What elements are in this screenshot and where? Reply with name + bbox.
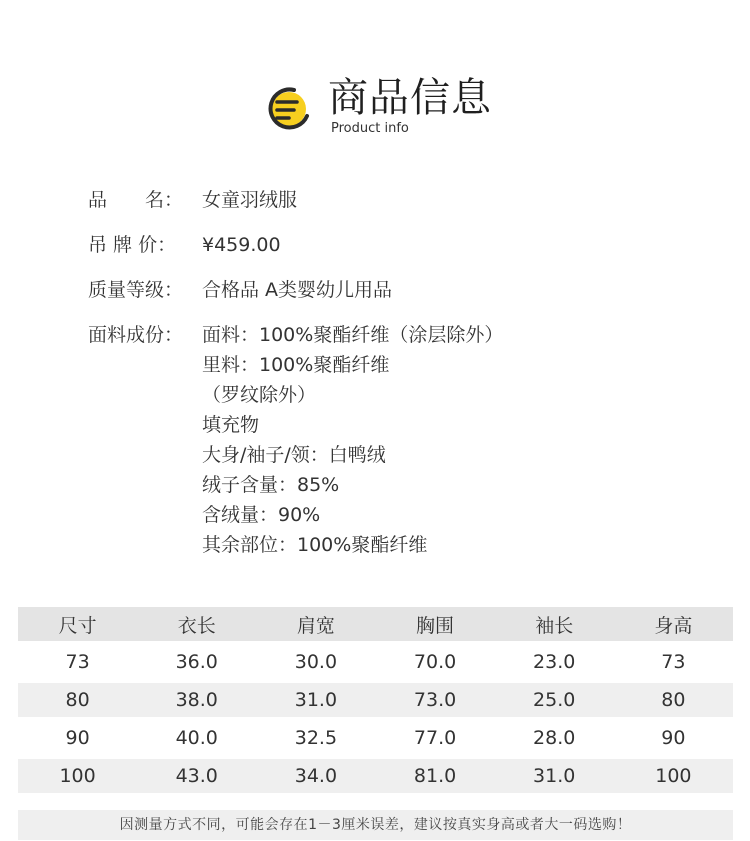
column-header: 身高 bbox=[614, 607, 733, 641]
column-header: 袖长 bbox=[495, 607, 614, 641]
table-cell: 38.0 bbox=[137, 683, 256, 717]
info-value-material bbox=[202, 320, 728, 560]
column-header: 肩宽 bbox=[256, 607, 375, 641]
table-cell: 36.0 bbox=[175, 651, 218, 673]
table-cell: 32.5 bbox=[294, 727, 338, 749]
table-row bbox=[18, 759, 733, 793]
table-cell: 43.0 bbox=[137, 759, 256, 793]
info-row-grade bbox=[88, 275, 728, 305]
info-label-grade: 质量等级： bbox=[88, 279, 184, 301]
info-label-name: 品 名： bbox=[88, 189, 184, 211]
material-line: 面料：100%聚酯纤维（涂层除外） bbox=[202, 324, 504, 346]
table-cell: 90 bbox=[65, 727, 90, 749]
table-cell: 70.0 bbox=[413, 651, 457, 673]
table-cell: 100 bbox=[614, 759, 733, 793]
measurement-note: 因测量方式不同，可能会存在1－3厘米误差，建议按真实身高或者大一码选购！ bbox=[18, 810, 733, 840]
info-row-name bbox=[88, 185, 728, 215]
material-line: 绒子含量：85% bbox=[202, 474, 340, 496]
table-row bbox=[18, 641, 733, 683]
material-line: 其余部位：100%聚酯纤维 bbox=[202, 534, 428, 556]
material-line: 大身/袖子/领：白鸭绒 bbox=[202, 444, 386, 466]
info-row-material bbox=[88, 320, 728, 560]
table-cell: 100 bbox=[18, 759, 137, 793]
column-header: 衣长 bbox=[137, 607, 256, 641]
table-cell: 31.0 bbox=[495, 759, 614, 793]
section-header bbox=[0, 68, 750, 148]
material-line: 填充物 bbox=[202, 414, 260, 436]
material-line: （罗纹除外） bbox=[202, 384, 317, 406]
table-row bbox=[18, 717, 733, 759]
table-cell: 81.0 bbox=[375, 759, 494, 793]
info-row-price bbox=[88, 230, 728, 260]
size-table-header bbox=[18, 607, 733, 641]
table-row bbox=[18, 683, 733, 717]
table-cell: 90 bbox=[661, 727, 686, 749]
section-title: 商品信息 bbox=[328, 75, 492, 121]
info-value-grade: 合格品 A类婴幼儿用品 bbox=[202, 279, 393, 301]
table-cell: 28.0 bbox=[533, 727, 576, 749]
material-line: 里料：100%聚酯纤维 bbox=[202, 354, 390, 376]
table-cell: 30.0 bbox=[294, 651, 338, 673]
size-table bbox=[18, 607, 733, 793]
column-header: 尺寸 bbox=[18, 607, 137, 641]
table-cell: 80 bbox=[18, 683, 137, 717]
column-header: 胸围 bbox=[375, 607, 494, 641]
table-cell: 77.0 bbox=[413, 727, 457, 749]
table-cell: 73.0 bbox=[375, 683, 494, 717]
table-cell: 31.0 bbox=[256, 683, 375, 717]
section-subtitle: Product info bbox=[331, 121, 409, 136]
table-cell: 25.0 bbox=[495, 683, 614, 717]
info-value-price: ¥459.00 bbox=[202, 234, 281, 256]
table-cell: 73 bbox=[65, 651, 90, 673]
table-cell: 23.0 bbox=[533, 651, 576, 673]
info-label-price: 吊 牌 价： bbox=[88, 234, 177, 256]
info-label-material: 面料成份： bbox=[88, 324, 184, 346]
table-cell: 80 bbox=[614, 683, 733, 717]
table-cell: 40.0 bbox=[175, 727, 218, 749]
table-cell: 34.0 bbox=[256, 759, 375, 793]
material-line: 含绒量：90% bbox=[202, 504, 321, 526]
info-value-name: 女童羽绒服 bbox=[202, 189, 298, 211]
product-info-list bbox=[88, 185, 728, 560]
table-cell: 73 bbox=[661, 651, 686, 673]
document-lines-icon bbox=[264, 84, 314, 132]
